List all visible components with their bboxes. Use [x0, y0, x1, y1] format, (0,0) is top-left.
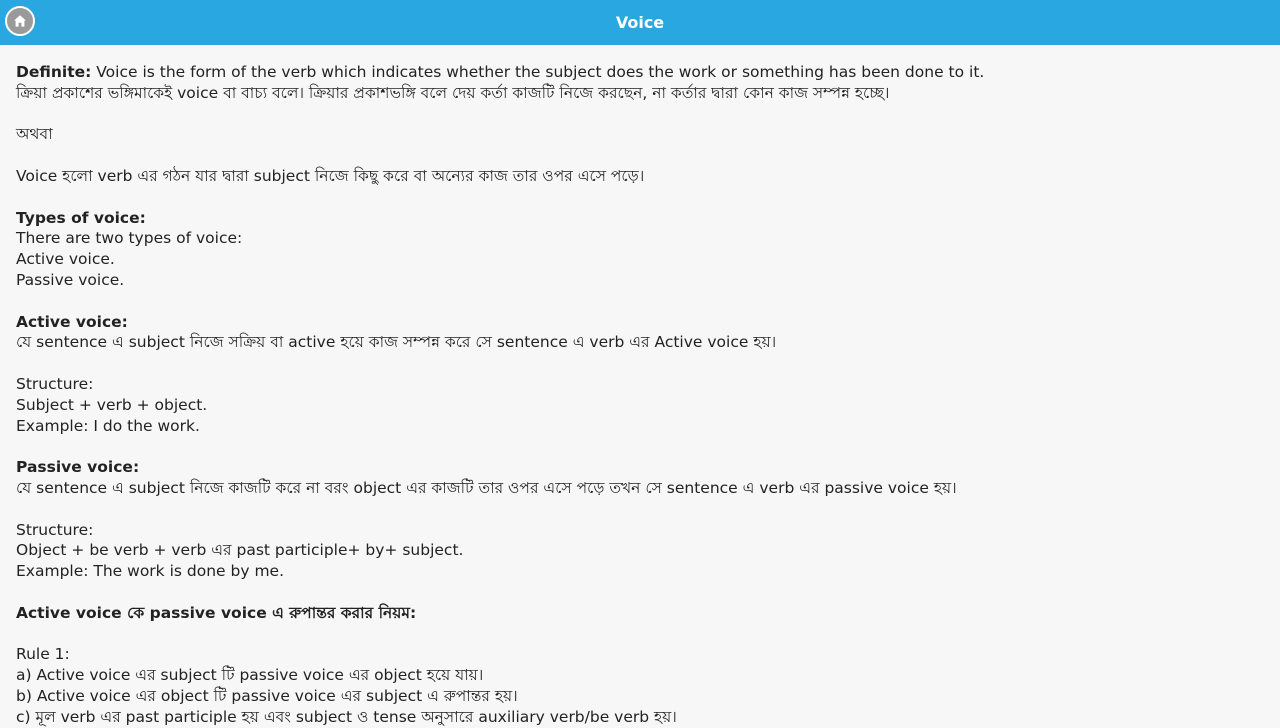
passive-heading: Passive voice: — [16, 458, 140, 477]
definite-bengali-alt: Voice হলো verb এর গঠন যার দ্বারা subject নিজে কিছু করে বা অন্যের কাজ তার ওপর এসে পড়ে। — [16, 166, 645, 185]
active-structure: Subject + verb + object. — [16, 395, 208, 414]
type-active: Active voice. — [16, 250, 115, 269]
rule1-c: c) মূল verb এর past participle হয় এবং subject ও tense অনুসারে auxiliary verb/be verb হয়। — [16, 707, 677, 726]
content-area — [16, 62, 1266, 728]
definite-line — [16, 62, 1266, 83]
types-intro: There are two types of voice: — [16, 229, 243, 248]
active-definition: যে sentence এ subject নিজে সক্রিয় বা active হয়ে কাজ সম্পন্ন করে সে sentence এ verb এর Active voice হয়। — [16, 333, 777, 352]
types-heading: Types of voice: — [16, 208, 146, 227]
definite-bengali: ক্রিয়া প্রকাশের ভঙ্গিমাকেই voice বা বাচ্য বলে। ক্রিয়ার প্রকাশভঙ্গি বলে দেয় কর্তা কাজটি নিজে করছেন, না কর্তার দ্বারা কোন কাজ সম্পন্ন হচ্ছে। — [16, 83, 890, 102]
or-text: অথবা — [16, 125, 53, 144]
active-heading: Active voice: — [16, 312, 128, 331]
rule1-label: Rule 1: — [16, 645, 70, 664]
type-passive: Passive voice. — [16, 270, 125, 289]
rules-heading: Active voice কে passive voice এ রুপান্তর করার নিয়ম: — [16, 603, 417, 622]
active-structure-label: Structure: — [16, 374, 94, 393]
active-example: Example: I do the work. — [16, 416, 200, 435]
top-app-bar — [0, 0, 1280, 45]
passive-definition: যে sentence এ subject নিজে কাজটি করে না বরং object এর কাজটি তার ওপর এসে পড়ে তখন সে sentence এ verb এর passive voice হয়। — [16, 478, 957, 497]
passive-structure: Object + be verb + verb এর past participle+ by+ subject. — [16, 541, 464, 560]
definite-text: Voice is the form of the verb which indicates whether the subject does the work or something has been done to it. — [91, 63, 985, 81]
definite-label: Definite: — [16, 63, 92, 81]
page-title: Voice — [615, 13, 665, 32]
passive-structure-label: Structure: — [16, 520, 94, 539]
passive-example: Example: The work is done by me. — [16, 562, 285, 581]
rule1-a: a) Active voice এর subject টি passive voice এর object হয়ে যায়। — [16, 666, 484, 685]
rule1-b: b) Active voice এর object টি passive voice এর subject এ রুপান্তর হয়। — [16, 686, 518, 705]
